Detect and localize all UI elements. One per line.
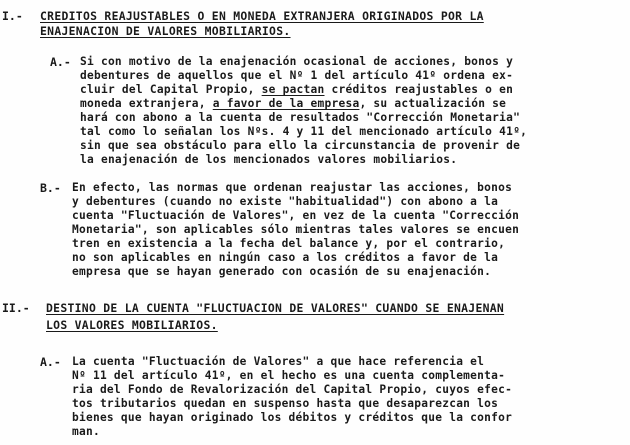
section-2-item-a-line-6: man. (72, 425, 100, 438)
section-1-item-a-line-8: la enajenación de los mencionados valores mobiliarios. (80, 153, 458, 166)
section-1-item-b-line-6: no son aplicables en ningún caso a los créditos a favor de la (72, 251, 499, 264)
section-1-item-a-line-3 (80, 83, 513, 97)
section-1-item-a-line-4 (80, 97, 506, 111)
line-3-underlined: se pactan (261, 83, 325, 96)
section-1-item-b-line-2: y debentures (cuando no existe "habitualidad") con abono a la (72, 195, 499, 208)
section-2-item-a-line-3: ria del Fondo de Revalorización del Capital Propio, cuyos efec- (72, 383, 513, 396)
section-1-title-line-1: CREDITOS REAJUSTABLES O EN MONEDA EXTRANJERA ORIGINADOS POR LA (40, 9, 484, 23)
section-2-item-a-line-1: La cuenta "Fluctuación de Valores" a que hace referencia el (72, 355, 485, 368)
section-1-item-a-line-6: tal como lo señalan los Nºs. 4 y 11 del mencionado artículo 41º, (80, 125, 528, 138)
section-1-item-a-line-7: sin que sea obstáculo para ello la circunstancia de provenir de (80, 139, 521, 152)
section-2-item-a-line-5: bienes que hayan originado los débitos y créditos que la confor (72, 411, 513, 424)
line-4-underlined: a favor de la empresa (212, 97, 360, 110)
section-2-title-line-1: DESTINO DE LA CUENTA "FLUCTUACION DE VALORES" CUANDO SE ENAJENAN (46, 301, 505, 315)
section-1-item-a-line-1: Si con motivo de la enajenación ocasional de acciones, bonos y (80, 55, 514, 68)
line-4-post: , su actualización se (359, 97, 507, 110)
section-2-title-line-2: LOS VALORES MOBILIARIOS. (46, 318, 218, 332)
section-2-item-a-line-2: Nº 11 del artículo 41º, en el hecho es una cuenta complementa- (72, 369, 506, 382)
line-4-pre: moneda extranjera, (80, 97, 213, 110)
section-2-number: II.- (2, 301, 30, 315)
section-1-item-a-label: A.- (50, 55, 71, 69)
section-1-item-b-line-5: tren en existencia a la fecha del balance y, por el contrario, (72, 237, 506, 250)
section-1-item-b-label: B.- (40, 181, 61, 195)
section-1-title-line-2: ENAJENACION DE VALORES MOBILIARIOS. (40, 24, 291, 38)
section-2-item-a-line-4: tos tributarios quedan en suspenso hasta que desaparezcan los (72, 397, 499, 410)
section-1-item-a-line-2: debentures de aquellos que el Nº 1 del artículo 41º ordena ex- (80, 69, 514, 82)
section-1-item-a-line-5: hará con abono a la cuenta de resultados "Corrección Monetaria" (80, 111, 521, 124)
line-3-post: créditos reajustables o en (324, 83, 514, 96)
section-1-item-b-line-4: Monetaria", son aplicables sólo mientras tales valores se encuen (72, 223, 520, 236)
section-1-item-b-line-1: En efecto, las normas que ordenan reajustar las acciones, bonos (72, 181, 513, 194)
section-1-number: I.- (2, 9, 23, 23)
section-2-item-a-label: A.- (40, 355, 61, 369)
section-1-item-b-line-7: empresa que se hayan generado con ocasión de su enajenación. (72, 265, 492, 278)
section-1-item-b-line-3: cuenta "Fluctuación de Valores", en vez de la cuenta "Corrección (72, 209, 520, 222)
line-3-pre: cluir del Capital Propio, (80, 83, 262, 96)
